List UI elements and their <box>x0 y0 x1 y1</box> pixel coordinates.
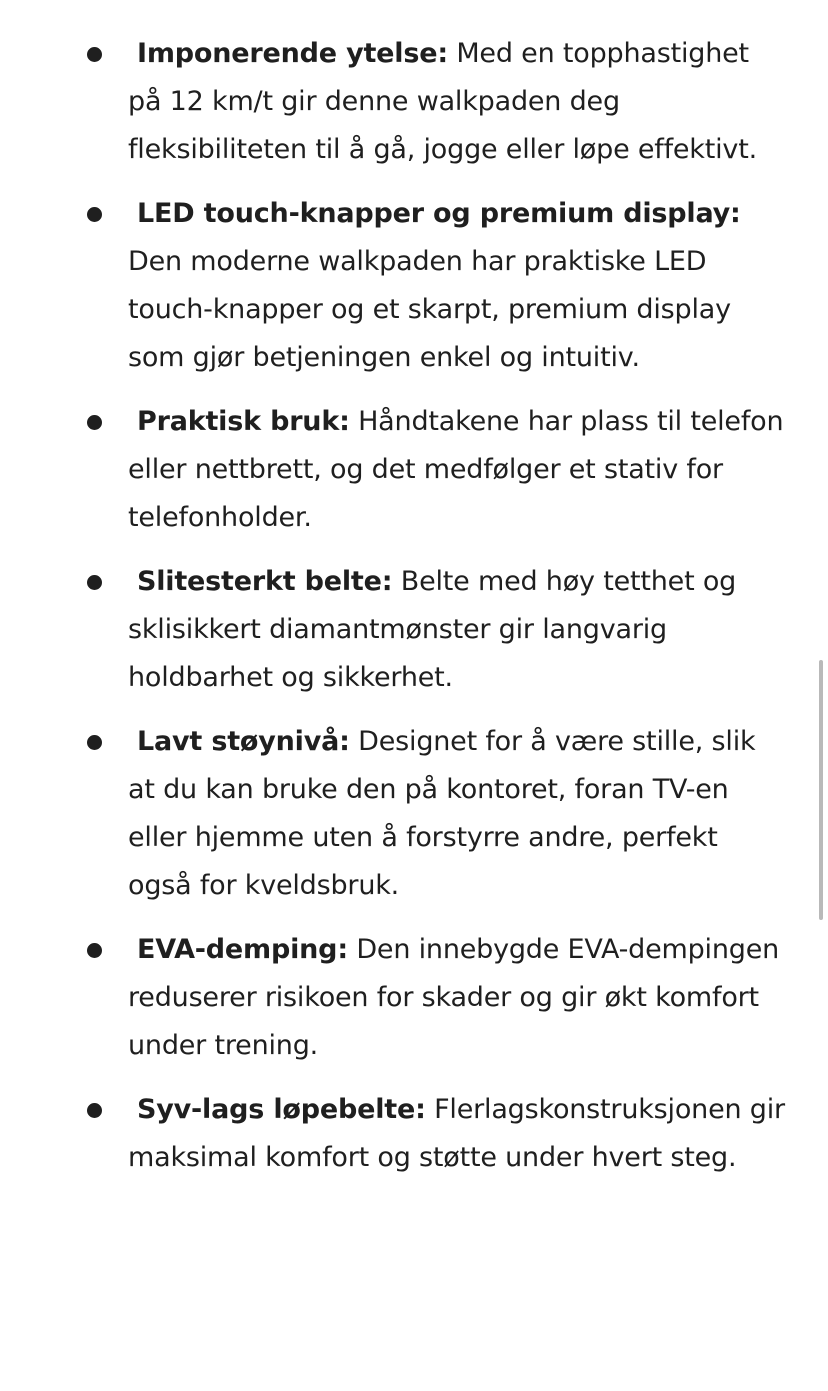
bullet-icon <box>87 1103 102 1118</box>
feature-text: Den innebygde EVA-dempingen reduserer risikoen for skader og gir økt komfort under trening. <box>128 934 780 1061</box>
bullet-icon <box>87 735 102 750</box>
feature-title: Syv-lags løpebelte: <box>137 1094 426 1125</box>
feature-text: Håndtakene har plass til telefon eller nettbrett, og det medfølger et stativ for telefonholder. <box>128 406 784 533</box>
feature-text: Flerlagskonstruksjonen gir maksimal komfort og støtte under hvert steg. <box>128 1094 785 1173</box>
list-item <box>128 718 788 910</box>
feature-title: Slitesterkt belte: <box>137 566 393 597</box>
bullet-icon <box>87 207 102 222</box>
bullet-icon <box>87 943 102 958</box>
list-item <box>128 30 788 174</box>
list-item <box>128 190 788 382</box>
scrollbar[interactable] <box>819 660 823 920</box>
feature-title: EVA-demping: <box>137 934 348 965</box>
feature-text: Med en topphastighet på 12 km/t gir denne walkpaden deg fleksibiliteten til å gå, jogge eller løpe effektivt. <box>128 38 757 165</box>
feature-text: Designet for å være stille, slik at du kan bruke den på kontoret, foran TV-en eller hjemme uten å forstyrre andre, perfekt også for kveldsbruk. <box>128 726 756 901</box>
feature-title: LED touch-knapper og premium display: <box>137 198 741 229</box>
feature-title: Imponerende ytelse: <box>137 38 448 69</box>
list-item <box>128 1086 788 1182</box>
bullet-icon <box>87 415 102 430</box>
feature-title: Praktisk bruk: <box>137 406 350 437</box>
bullet-icon <box>87 47 102 62</box>
feature-text: Den moderne walkpaden har praktiske LED touch-knapper og et skarpt, premium display som gjør betjeningen enkel og intuitiv. <box>128 246 731 373</box>
bullet-icon <box>87 575 102 590</box>
list-item <box>128 926 788 1070</box>
list-item <box>128 398 788 542</box>
list-item <box>128 558 788 702</box>
feature-text: Belte med høy tetthet og sklisikkert diamantmønster gir langvarig holdbarhet og sikkerhet. <box>128 566 737 693</box>
feature-title: Lavt støynivå: <box>137 726 350 757</box>
